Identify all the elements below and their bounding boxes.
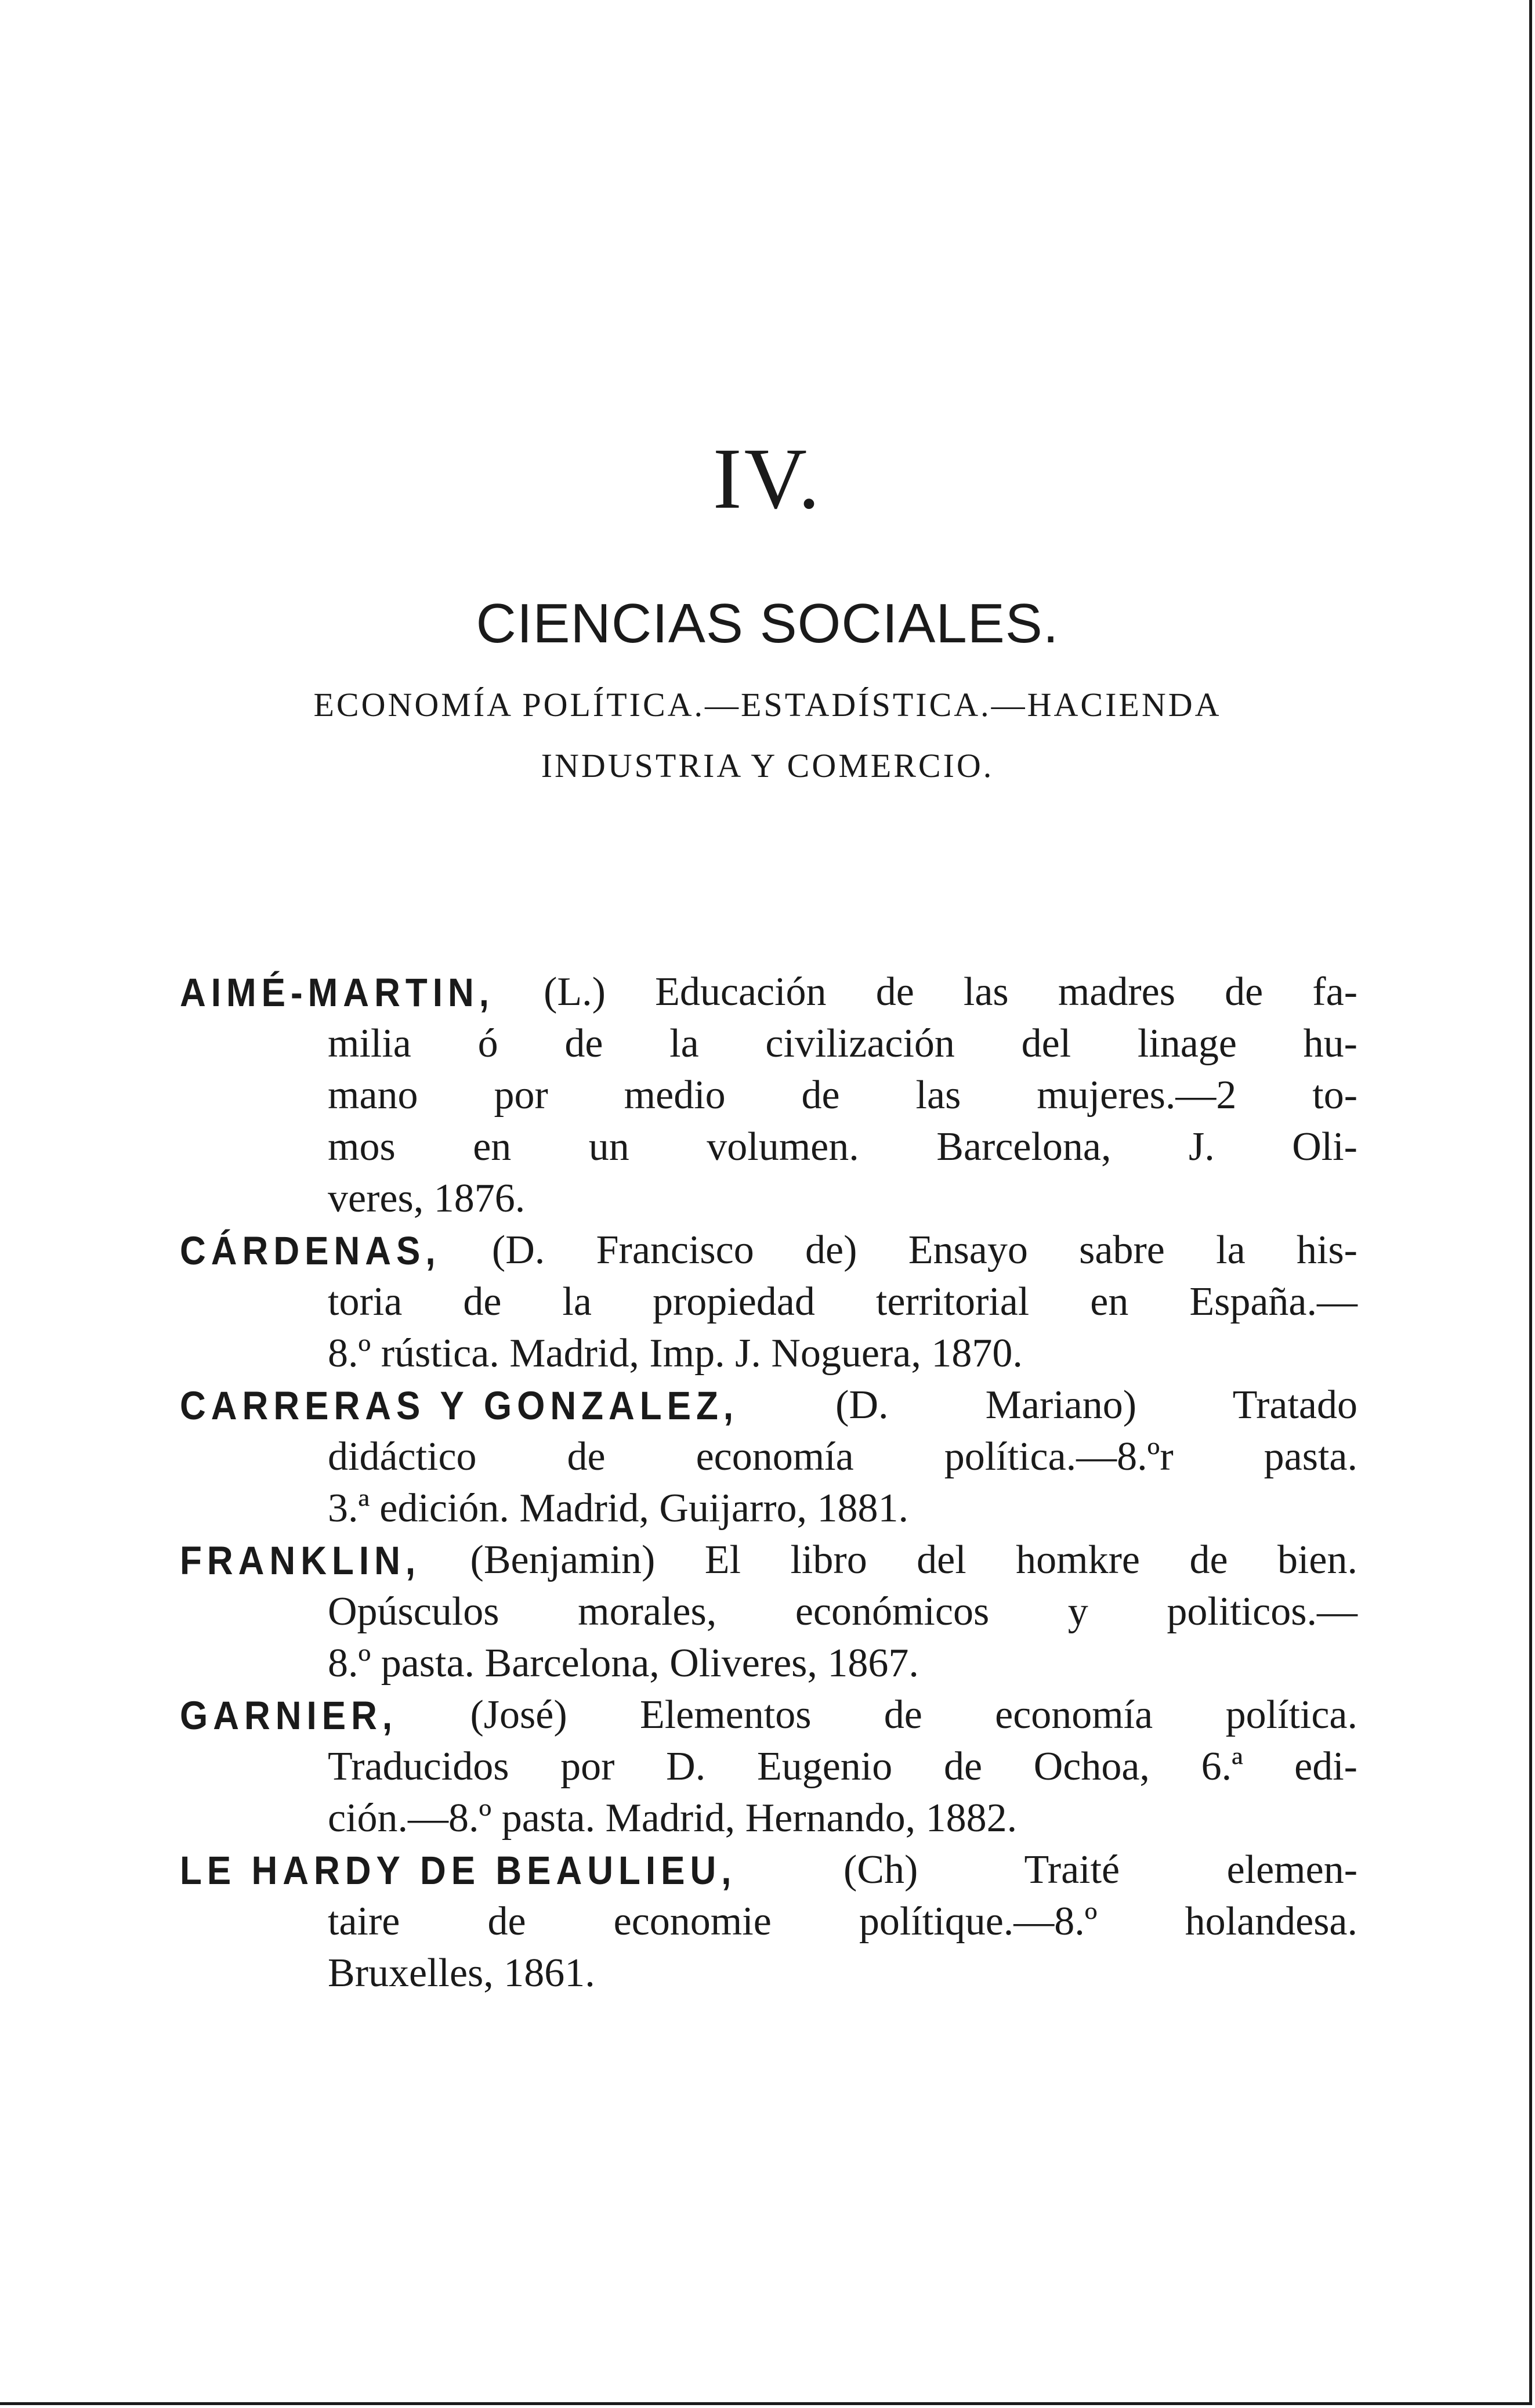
chapter-subtitle-line-2: INDUSTRIA Y COMERCIO. bbox=[541, 747, 994, 784]
entry-author: CARRERAS Y GONZALEZ, bbox=[180, 1384, 739, 1429]
entry-first-line bbox=[180, 1689, 1357, 1741]
entry-text: (Ch) Traité elemen- bbox=[843, 1847, 1358, 1892]
entry-text: (José) Elementos de economía política. bbox=[470, 1693, 1358, 1737]
bibliography-entry bbox=[180, 1844, 1357, 1999]
entry-line: Opúsculos morales, económicos y politicos.— bbox=[328, 1589, 1357, 1634]
entry-text: (D. Mariano) Tratado bbox=[835, 1383, 1357, 1427]
entry-line: mano por medio de las mujeres.—2 to- bbox=[328, 1073, 1357, 1118]
entry-line: 8.º rústica. Madrid, Imp. J. Noguera, 1870. bbox=[328, 1331, 1023, 1376]
entry-line: Bruxelles, 1861. bbox=[328, 1951, 595, 1995]
bibliography-entry bbox=[180, 1379, 1357, 1534]
entry-line: veres, 1876. bbox=[328, 1176, 526, 1221]
entry-text: (Benjamin) El libro del homkre de bien. bbox=[470, 1538, 1357, 1582]
entry-text: (L.) Educación de las madres de fa- bbox=[544, 970, 1358, 1014]
entry-text: (D. Francisco de) Ensayo sabre la his- bbox=[491, 1228, 1357, 1272]
entry-author: CÁRDENAS, bbox=[180, 1229, 441, 1274]
bibliography-entry bbox=[180, 966, 1357, 1224]
chapter-title: CIENCIAS SOCIALES. bbox=[476, 592, 1059, 655]
entry-line: didáctico de economía política.—8.ºr pasta. bbox=[328, 1434, 1357, 1479]
entry-line: mos en un volumen. Barcelona, J. Oli- bbox=[328, 1125, 1357, 1169]
entry-author: GARNIER, bbox=[180, 1694, 398, 1738]
entry-first-line bbox=[180, 1534, 1357, 1586]
entry-first-line bbox=[180, 966, 1357, 1018]
chapter-number: IV. bbox=[712, 431, 823, 527]
entry-first-line bbox=[180, 1844, 1357, 1896]
entry-first-line bbox=[180, 1379, 1357, 1431]
entry-line: milia ó de la civilización del linage hu- bbox=[328, 1021, 1357, 1066]
entry-first-line bbox=[180, 1224, 1357, 1276]
bibliography-entry bbox=[180, 1689, 1357, 1844]
entry-author: FRANKLIN, bbox=[180, 1539, 421, 1583]
entry-line: 3.ª edición. Madrid, Guijarro, 1881. bbox=[328, 1486, 909, 1531]
entry-line: Traducidos por D. Eugenio de Ochoa, 6.ª edi- bbox=[328, 1744, 1357, 1789]
bibliography-list bbox=[180, 966, 1357, 1999]
entry-line: toria de la propiedad territorial en España.— bbox=[328, 1279, 1357, 1324]
entry-line: 8.º pasta. Barcelona, Oliveres, 1867. bbox=[328, 1641, 919, 1686]
bibliography-entry bbox=[180, 1224, 1357, 1379]
entry-line: ción.—8.º pasta. Madrid, Hernando, 1882. bbox=[328, 1796, 1018, 1841]
entry-line: taire de economie polítique.—8.º holandesa. bbox=[328, 1899, 1357, 1944]
entry-author: AIMÉ-MARTIN, bbox=[180, 971, 494, 1015]
entry-author: LE HARDY DE BEAULIEU, bbox=[180, 1849, 737, 1893]
bibliography-entry bbox=[180, 1534, 1357, 1689]
chapter-subtitle-line-1: ECONOMÍA POLÍTICA.—ESTADÍSTICA.—HACIENDA bbox=[313, 686, 1222, 724]
